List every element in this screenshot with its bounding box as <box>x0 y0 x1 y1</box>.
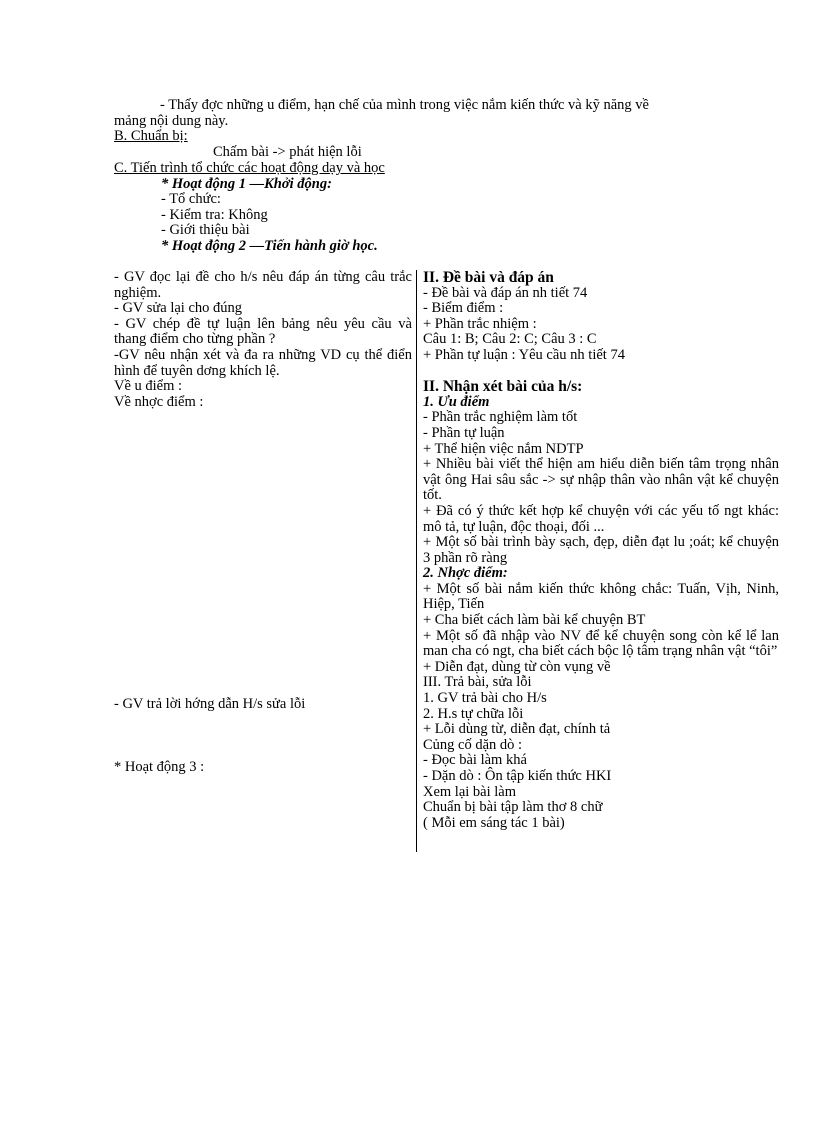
section-b-heading: B. Chuẩn bị: <box>114 128 188 144</box>
content-column <box>423 270 779 831</box>
right-line: 2. H.s tự chữa lỗi <box>423 705 524 722</box>
intro-line-1: - Thấy đợc những u điểm, hạn chế của mình trong việc nắm kiến thức và kỹ năng về <box>160 97 649 113</box>
right-line: - Đọc bài làm khá <box>423 752 527 769</box>
left-paragraph: - GV đọc lại đề cho h/s nêu đáp án từng câu trắc nghiệm. <box>114 269 412 301</box>
activity-1-item: - Tổ chức: <box>161 191 221 207</box>
intro-line-2: mảng nội dung này. <box>114 113 229 129</box>
right-line: + Phần tự luận : Yêu cầu nh tiết 74 <box>423 346 625 363</box>
activity-1-item: - Kiểm tra: Không <box>161 207 268 223</box>
right-line: - Phần trắc nghiệm làm tốt <box>423 409 578 426</box>
left-activity-3: * Hoạt động 3 : <box>114 759 205 775</box>
activity-2-heading: * Hoạt động 2 —Tiến hành giờ học. <box>161 238 378 254</box>
right-line: - Phần tự luận <box>423 424 505 441</box>
right-line: + Đã có ý thức kết hợp kể chuyện với các yếu tố ngt khác: mô tả, tự luận, độc thoại, đối ... <box>423 502 779 535</box>
right-line: + Diễn đạt, dùng từ còn vụng về <box>423 658 611 675</box>
right-subheading: 1. Ưu điểm <box>423 393 490 410</box>
right-heading: II. Nhận xét bài của h/s: <box>423 378 583 396</box>
section-b-line: Chấm bài -> phát hiện lỗi <box>213 144 362 160</box>
column-divider <box>416 270 417 852</box>
right-line: - Dặn dò : Ôn tập kiến thức HKI <box>423 768 612 784</box>
right-line: + Một số bài nắm kiến thức không chắc: Tuấn, Vịh, Ninh, Hiệp, Tiến <box>423 580 779 613</box>
right-line: + Thể hiện việc nắm NDTP <box>423 440 584 457</box>
right-line: + Một số bài trình bày sạch, đẹp, diễn đạt lu ;oát; kể chuyện 3 phần rõ ràng <box>423 534 779 566</box>
left-paragraph: Về u điểm : <box>114 378 183 395</box>
right-subheading: 2. Nhợc điểm: <box>423 565 508 582</box>
left-paragraph: Về nhợc điểm : <box>114 393 204 410</box>
right-line: + Phần trắc nhiệm : <box>423 315 537 332</box>
activity-1-heading: * Hoạt động 1 —Khởi động: <box>161 176 332 192</box>
left-paragraph: - GV sửa lại cho đúng <box>114 300 243 317</box>
right-line: Củng cố dặn dò : <box>423 736 523 753</box>
right-line: 1. GV trả bài cho H/s <box>423 690 547 707</box>
activity-1-item: - Giới thiệu bài <box>161 222 250 238</box>
right-line: + Cha biết cách làm bài kể chuyện BT <box>423 612 646 629</box>
right-line: + Một số đã nhập vào NV để kể chuyện song còn kể lể lan man cha có ngt, cha biết cách bộc lộ tâm trạng nhân vật “tôi” <box>423 627 779 660</box>
right-line: ( Mỗi em sáng tác 1 bài) <box>423 814 565 831</box>
left-paragraph: - GV chép đề tự luận lên bảng nêu yêu cầu và thang điểm cho từng phần ? <box>114 315 412 348</box>
right-line: + Lỗi dùng từ, diễn đạt, chính tả <box>423 721 611 738</box>
right-line: - Đề bài và đáp án nh tiết 74 <box>423 284 588 301</box>
right-line: Câu 1: B; Câu 2: C; Câu 3 : C <box>423 331 597 348</box>
right-heading: II. Đề bài và đáp án <box>423 269 554 286</box>
section-c-heading: C. Tiến trình tổ chức các hoạt động dạy và học <box>114 160 385 176</box>
left-paragraph-return: - GV trả lời hớng dẫn H/s sửa lỗi <box>114 696 306 712</box>
right-line: Xem lại bài làm <box>423 783 517 800</box>
right-line: III. Trả bài, sửa lỗi <box>423 674 532 691</box>
right-line: + Nhiều bài viết thể hiện am hiểu diễn biến tâm trọng nhân vật ông Hai sâu sắc -> sự nhập thân vào nhân vật kể chuyện tốt. <box>423 456 779 504</box>
teacher-activities-column <box>114 270 412 410</box>
right-line: - Biểm điểm : <box>423 300 504 317</box>
right-line: Chuẩn bị bài tập làm thơ 8 chữ <box>423 799 603 816</box>
left-paragraph: -GV nêu nhận xét và đa ra những VD cụ thể điển hình để tuyên dơng khích lệ. <box>114 346 412 379</box>
